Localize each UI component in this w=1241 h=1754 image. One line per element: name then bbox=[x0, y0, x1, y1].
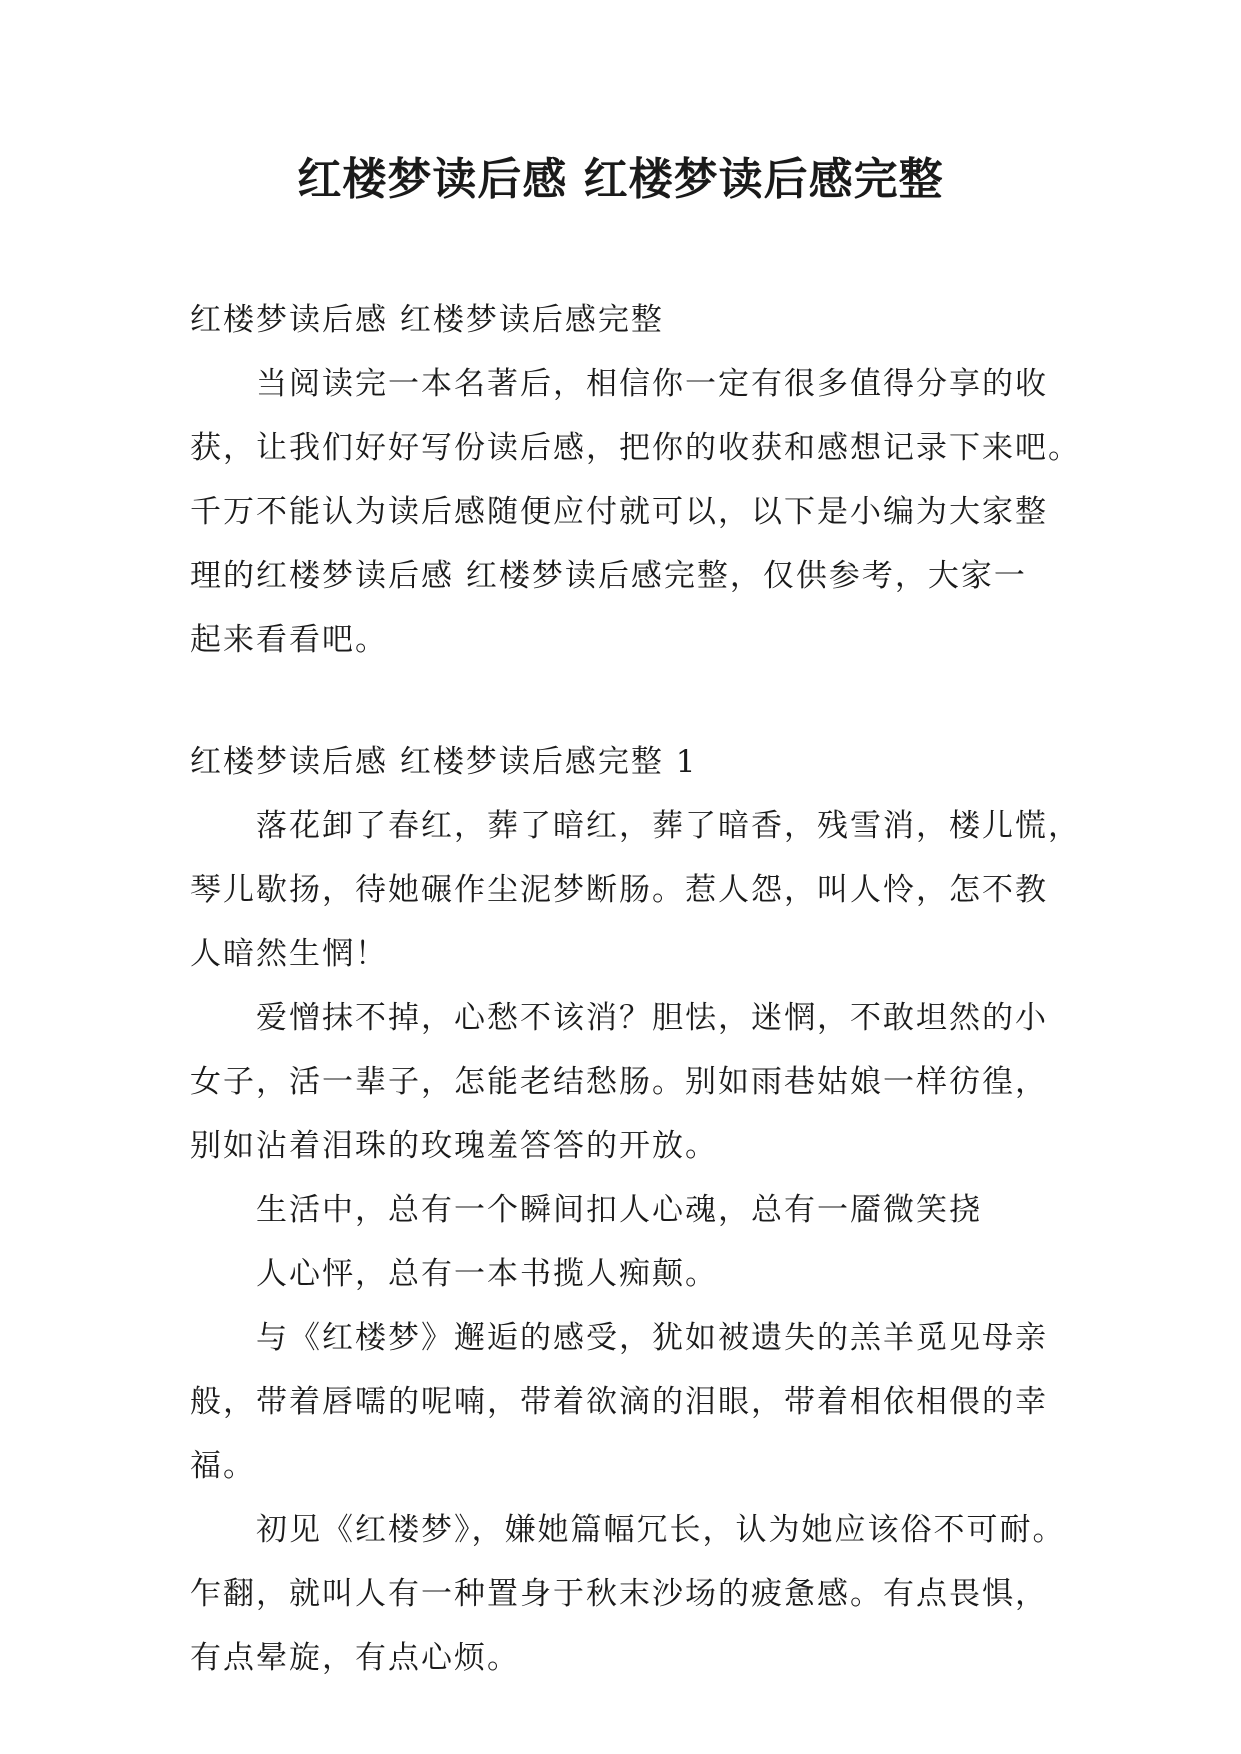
body-line: 初见《红楼梦》，嫌她篇幅冗长，认为她应该俗不可耐。 bbox=[256, 1512, 1066, 1548]
body-line: 与《红楼梦》邂逅的感受，犹如被遗失的羔羊觅见母亲 bbox=[256, 1320, 1048, 1356]
body-line: 别如沾着泪珠的玫瑰羞答答的开放。 bbox=[190, 1128, 718, 1164]
body-line: 乍翻，就叫人有一种置身于秋末沙场的疲惫感。有点畏惧， bbox=[190, 1576, 1048, 1612]
body-line: 有点晕旋，有点心烦。 bbox=[190, 1640, 520, 1676]
body-line: 生活中，总有一个瞬间扣人心魂，总有一靥微笑挠 bbox=[256, 1192, 982, 1228]
intro-line: 当阅读完一本名著后，相信你一定有很多值得分享的收 bbox=[256, 366, 1048, 402]
body-line: 琴儿歇扬，待她碾作尘泥梦断肠。惹人怨，叫人怜，怎不教 bbox=[190, 872, 1048, 908]
section-gap bbox=[190, 672, 1060, 730]
intro-line: 起来看看吧。 bbox=[190, 622, 388, 658]
document-title: 红楼梦读后感 红楼梦读后感完整 bbox=[297, 154, 944, 205]
intro-line: 千万不能认为读后感随便应付就可以，以下是小编为大家整 bbox=[190, 494, 1048, 530]
intro-line: 获，让我们好好写份读后感，把你的收获和感想记录下来吧。 bbox=[190, 430, 1081, 466]
body-line: 般，带着唇嚅的呢喃，带着欲滴的泪眼，带着相依相偎的幸 bbox=[190, 1384, 1048, 1420]
section-heading: 红楼梦读后感 红楼梦读后感完整 1 bbox=[190, 744, 698, 780]
body-line: 人暗然生惘！ bbox=[190, 936, 388, 972]
body-line: 落花卸了春红，葬了暗红，葬了暗香，残雪消，楼儿慌， bbox=[256, 808, 1081, 844]
intro-line: 理的红楼梦读后感 红楼梦读后感完整，仅供参考，大家一 bbox=[190, 558, 1027, 594]
intro-heading: 红楼梦读后感 红楼梦读后感完整 bbox=[190, 302, 664, 338]
body-line: 爱憎抹不掉，心愁不该消？胆怯，迷惘，不敢坦然的小 bbox=[256, 1000, 1048, 1036]
body-line: 女子，活一辈子，怎能老结愁肠。别如雨巷姑娘一样彷徨， bbox=[190, 1064, 1048, 1100]
body-line: 福。 bbox=[190, 1448, 256, 1484]
body-line: 人心怦，总有一本书揽人痴颠。 bbox=[256, 1256, 718, 1292]
document-body bbox=[190, 288, 1081, 1690]
